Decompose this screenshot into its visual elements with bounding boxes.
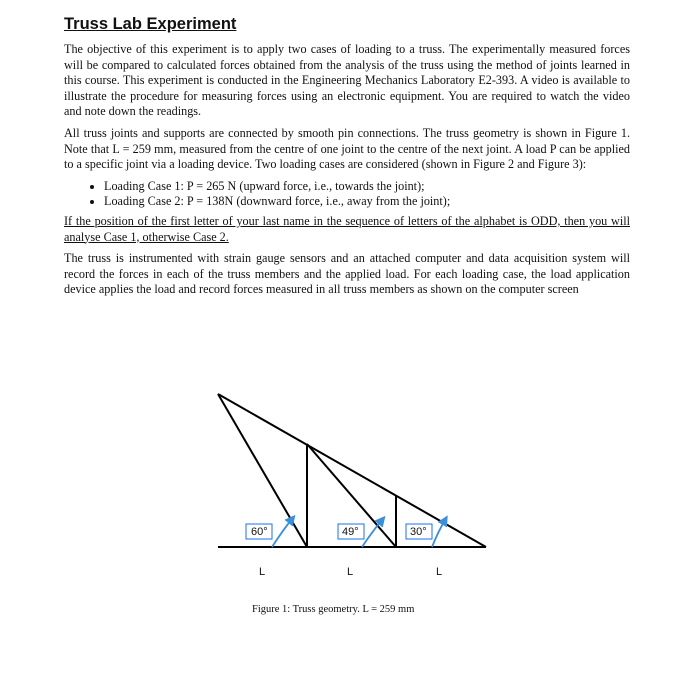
paragraph-objective: The objective of this experiment is to apply two cases of loading to a truss. The experimentally measured forces will be compared to calculated forces obtained from the analysis of the truss using the method of joints learned in this course. This experiment is conducted in the Engineering Mechanics Laboratory E2-393. A video is available to illustrate the procedure for measuring forces using an electronic equipment. You are required to watch the video and note down the readings. — [64, 42, 630, 119]
angle-arc-3 — [432, 520, 445, 547]
loading-case-2: • Loading Case 2: P = 138N (downward force, i.e., away from the joint); — [104, 194, 630, 210]
span-label-1: L — [259, 566, 266, 578]
angle-label-3: 30° — [410, 526, 427, 538]
loading-case-1: • Loading Case 1: P = 265 N (upward force, i.e., towards the joint); — [104, 179, 630, 195]
paragraph-geometry: All truss joints and supports are connected by smooth pin connections. The truss geometry is shown in Figure 1. Note that L = 259 mm, measured from the centre of one joint to the centre of the next joint. A load P can be applied to a specific joint via a loading device. Two loading cases are considered (shown in Figure 2 and Figure 3): — [64, 125, 630, 172]
case-selection-note: If the position of the first letter of your last name in the sequence of letters of the alphabet is ODD, then you will analyse Case 1, otherwise Case 2. — [64, 213, 630, 244]
angle-label-2: 49° — [342, 526, 359, 538]
paragraph-instrumentation: The truss is instrumented with strain gauge sensors and an attached computer and data acquisition system will record the forces in each of the truss members and the applied load. For each loading case, the load application device applies the load and record forces measured in all truss members as shown on the computer screen — [64, 251, 630, 297]
angle-label-1: 60° — [251, 526, 268, 538]
document-title: Truss Lab Experiment — [64, 15, 237, 33]
span-label-2: L — [347, 566, 354, 578]
figure-caption: Figure 1: Truss geometry. L = 259 mm — [252, 604, 415, 615]
angle-arc-2 — [362, 520, 382, 547]
span-label-3: L — [436, 566, 443, 578]
angle-arc-1 — [272, 519, 292, 547]
